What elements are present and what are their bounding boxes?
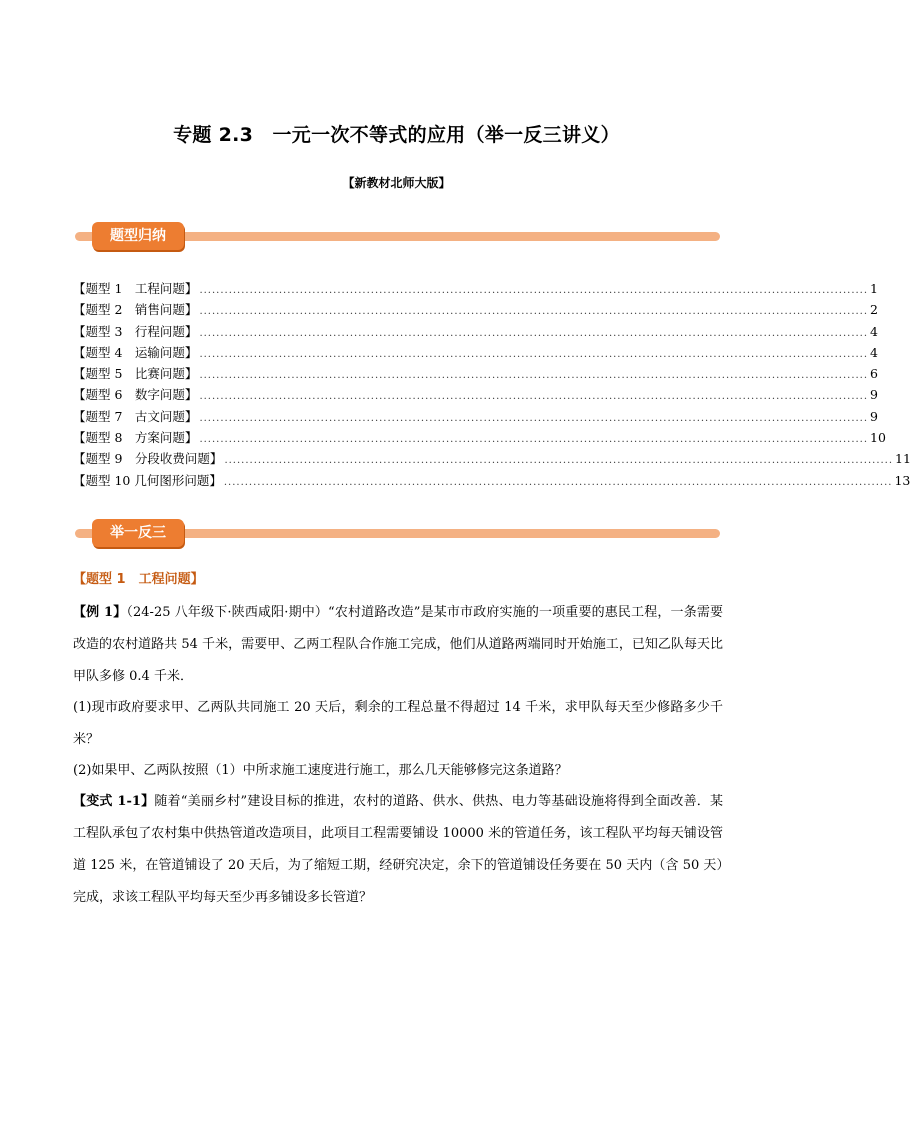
variant-tag: 【变式 1-1】 bbox=[73, 794, 155, 809]
toc-leader: ................................................................................................................................................................ bbox=[224, 455, 894, 467]
banner-label: 举一反三 bbox=[92, 519, 184, 547]
toc-item[interactable]: 【题型 6 数字问题】 ................................................................................................................................................................ 9 bbox=[73, 387, 878, 403]
example-tag: 【例 1】 bbox=[73, 605, 127, 620]
toc-item[interactable]: 【题型 2 销售问题】 ................................................................................................................................................................ 2 bbox=[73, 302, 878, 318]
banner-label: 题型归纳 bbox=[92, 222, 184, 250]
toc-leader: ................................................................................................................................................................ bbox=[199, 285, 869, 296]
example-1 bbox=[73, 597, 723, 693]
variant-text: 随着“美丽乡村”建设目标的推进，农村的道路、供水、供热、电力等基础设施将得到全面改善．某工程队承包了农村集中供热管道改造项目，此项目工程需要铺设 10000 米的管道任务，该工程队平均每天铺设管道 125 米，在管道铺设了 20 天后，为了缩短工期，经研究决定，余下的管道铺设任务要在 50 天内（含 50 天）完成，求该工程队平均每天至少再多铺设多长管道？ bbox=[73, 794, 723, 905]
section-heading: 【题型 1 工程问题】 bbox=[73, 572, 204, 587]
toc-leader: ................................................................................................................................................................ bbox=[199, 391, 869, 403]
table-of-contents bbox=[73, 279, 911, 492]
toc-item[interactable]: 【题型 1 工程问题】 ................................................................................................................................................................ 1 bbox=[73, 281, 878, 296]
page-title: 专题 2.3 一元一次不等式的应用（举一反三讲义） bbox=[173, 124, 620, 146]
toc-leader: ................................................................................................................................................................ bbox=[199, 306, 869, 318]
question-2: (2)如果甲、乙两队按照（1）中所求施工速度进行施工，那么几天能够修完这条道路？ bbox=[73, 763, 568, 778]
toc-item[interactable]: 【题型 10 几何图形问题】 ................................................................................................................................................................ 13 bbox=[73, 472, 911, 488]
banner-question-types bbox=[75, 222, 720, 248]
toc-leader: ................................................................................................................................................................ bbox=[199, 434, 869, 446]
toc-leader: ................................................................................................................................................................ bbox=[199, 370, 869, 382]
toc-item[interactable]: 【题型 8 方案问题】 ................................................................................................................................................................ 10 bbox=[73, 430, 886, 446]
toc-leader: ................................................................................................................................................................ bbox=[199, 327, 869, 339]
toc-leader: ................................................................................................................................................................ bbox=[199, 348, 869, 360]
question-1: (1)现市政府要求甲、乙两队共同施工 20 天后，剩余的工程总量不得超过 14 千米，求甲队每天至少修路多少千米？ bbox=[73, 700, 723, 747]
toc-leader: ................................................................................................................................................................ bbox=[223, 476, 893, 488]
toc-item[interactable]: 【题型 7 古文问题】 ................................................................................................................................................................ 9 bbox=[73, 408, 878, 424]
toc-item[interactable]: 【题型 4 运输问题】 ................................................................................................................................................................ 4 bbox=[73, 344, 878, 360]
banner-examples bbox=[75, 519, 720, 545]
toc-item[interactable]: 【题型 3 行程问题】 ................................................................................................................................................................ 4 bbox=[73, 323, 878, 339]
toc-item[interactable]: 【题型 9 分段收费问题】 ................................................................................................................................................................ 11 bbox=[73, 451, 911, 467]
variant-1-1 bbox=[73, 786, 723, 914]
toc-item[interactable]: 【题型 5 比赛问题】 ................................................................................................................................................................ 6 bbox=[73, 366, 878, 382]
edition-label: 【新教材北师大版】 bbox=[342, 176, 451, 190]
toc-leader: ................................................................................................................................................................ bbox=[199, 412, 869, 424]
example-text: （24-25 八年级下·陕西咸阳·期中）“农村道路改造”是某市市政府实施的一项重要的惠民工程，一条需要改造的农村道路共 54 千米，需要甲、乙两工程队合作施工完成，他们从道路两端同时开始施工，已知乙队每天比甲队多修 0.4 千米． bbox=[73, 605, 724, 684]
